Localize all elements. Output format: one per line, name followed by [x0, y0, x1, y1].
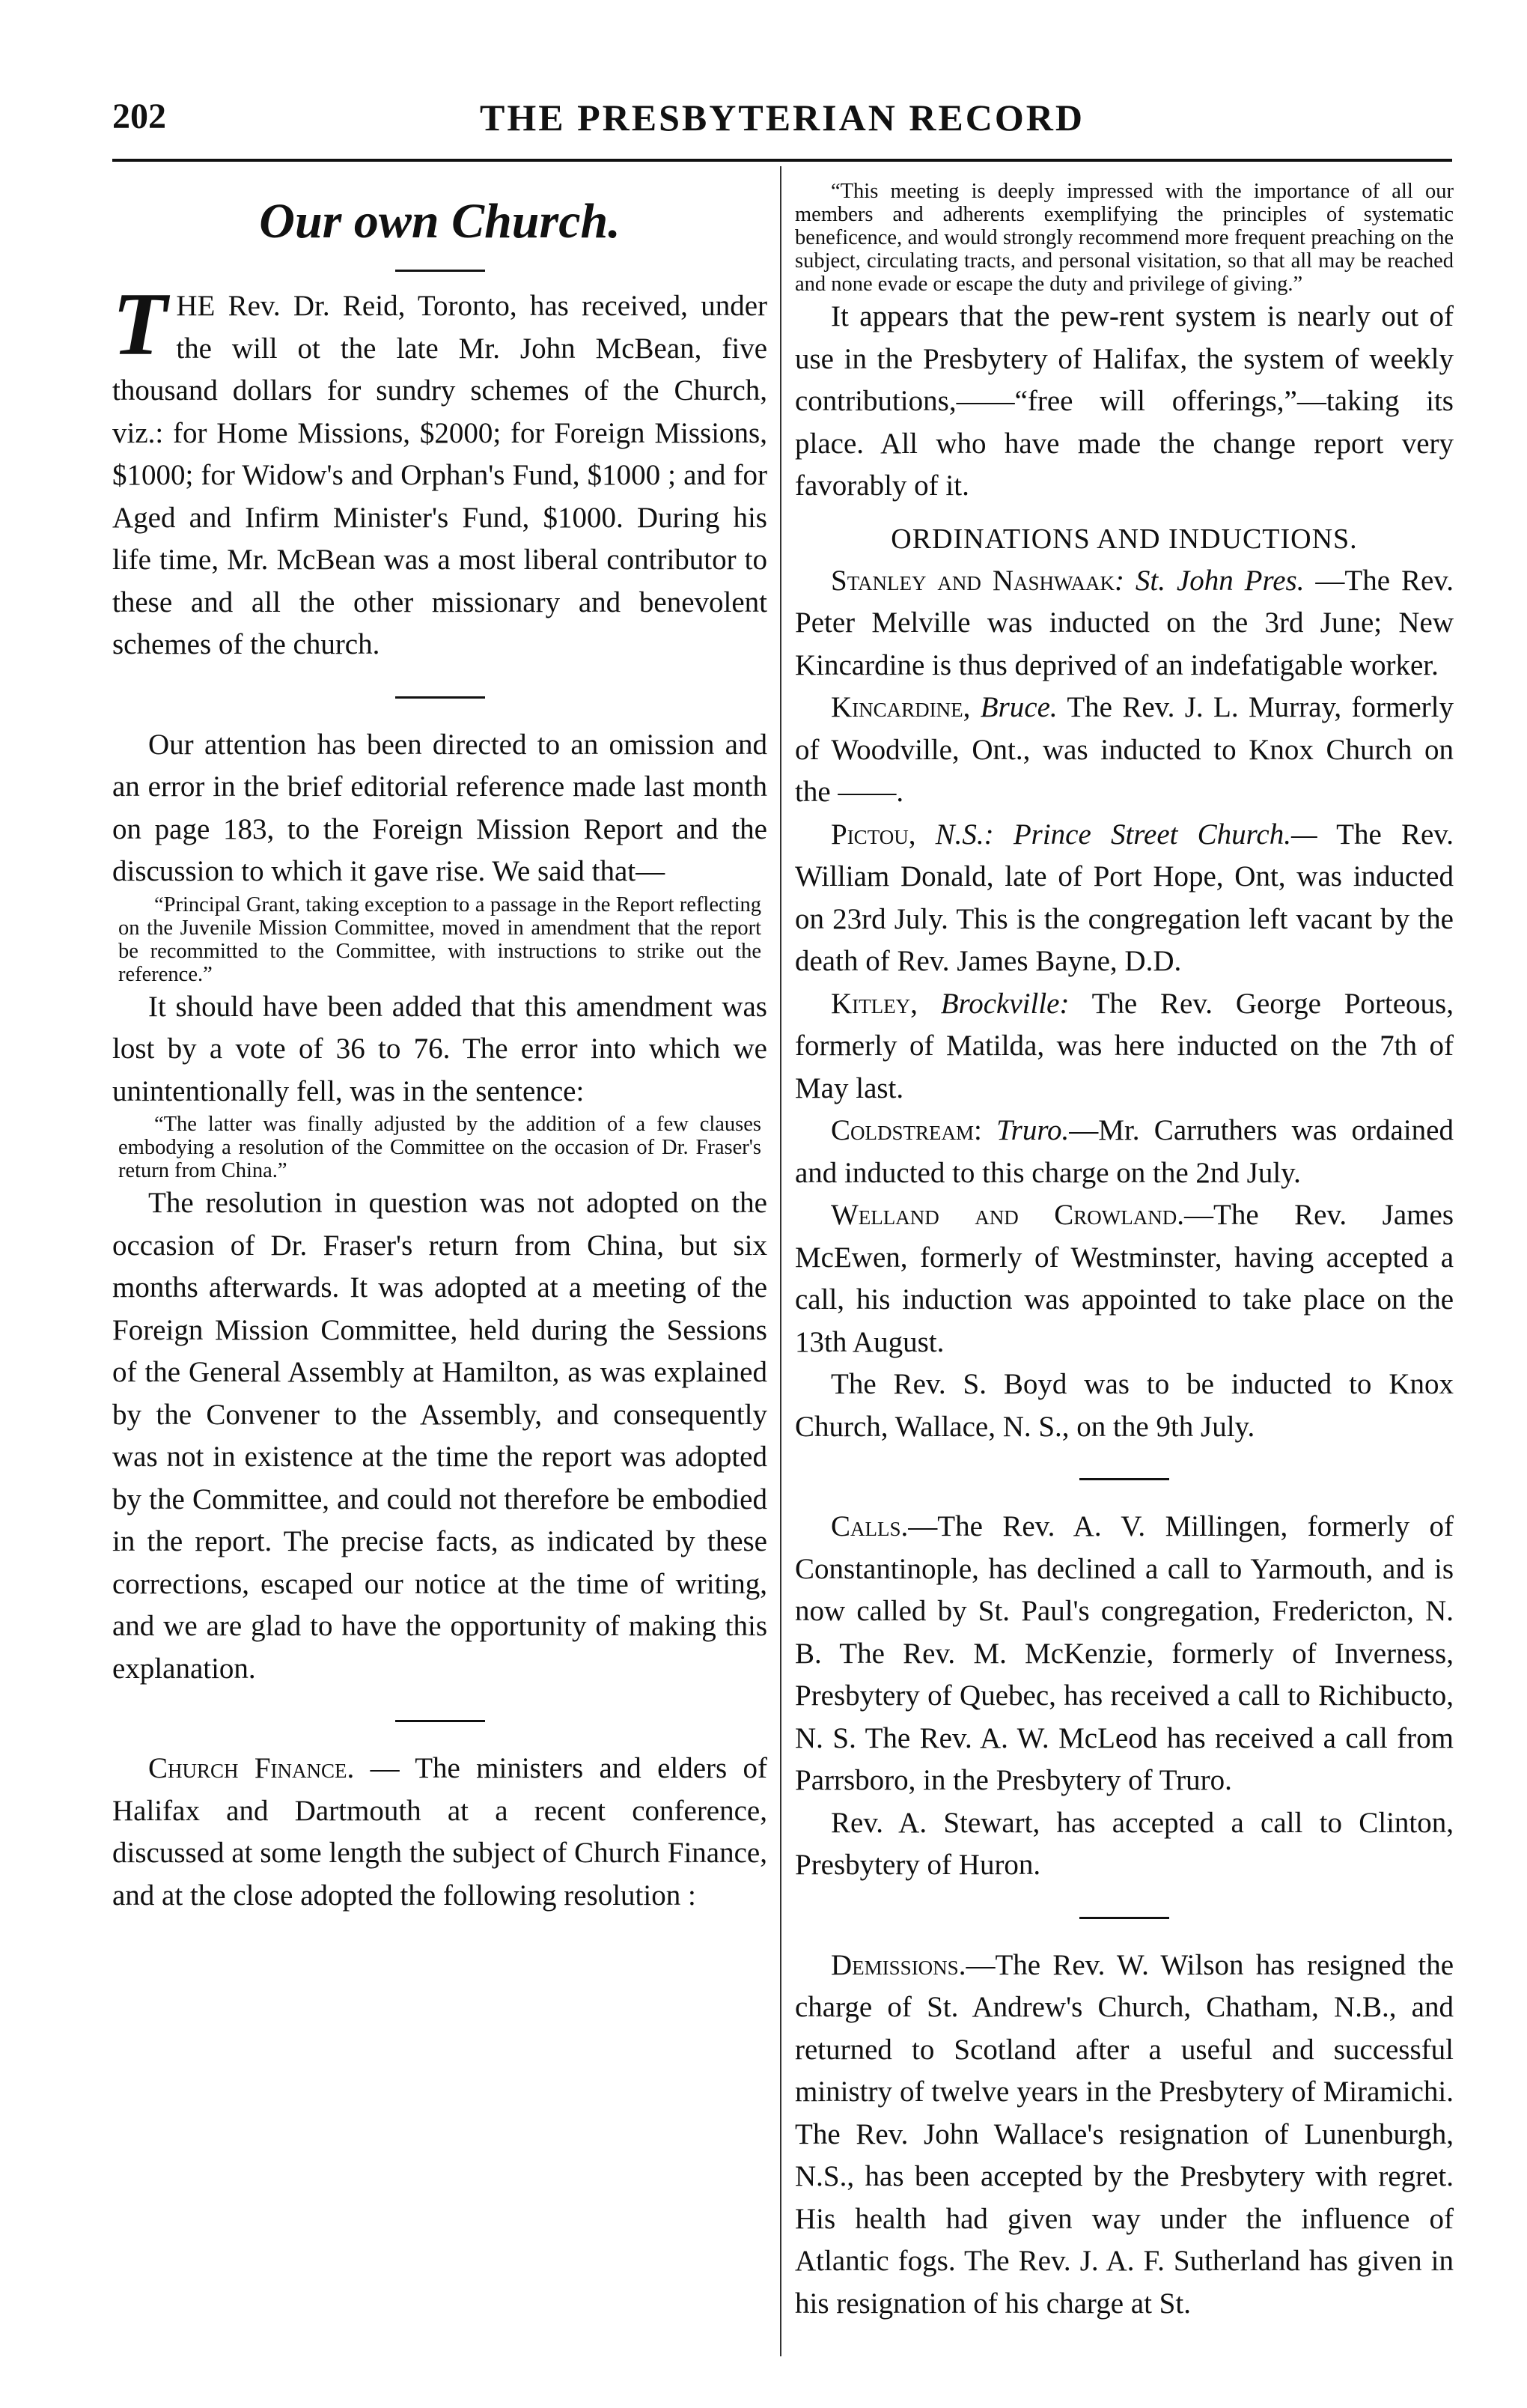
separator-rule: [1079, 1917, 1169, 1919]
ordination-entry: The Rev. S. Boyd was to be inducted to Knox Church, Wallace, N. S., on the 9th July.: [795, 1368, 1454, 1443]
quotation-2: “The latter was finally adjusted by the addition of a few clauses embodying a resolution of the Committee on the occasion of Dr. Fraser's return from China.”: [118, 1113, 761, 1182]
page-number: 202: [112, 97, 166, 136]
drop-cap: T: [112, 274, 168, 374]
bequest-text: HE Rev. Dr. Reid, Toronto, has received, under the will ot the late Mr. John McBean, five thousand dollars for sundry schemes of the Church, viz.: for Home Missions, $2000; for Foreign Missions, $1000; for Widow's and Orphan's Fund, $1000 ; and for Aged and Infirm Minister's Fund, $1000. During his life time, Mr. McBean was a most liberal contributor to these and all the other missionary and benevolent schemes of the church.: [112, 290, 767, 660]
quotation-3: “This meeting is deeply impressed with the importance of all our members and adherents exemplifying the principles of systematic beneficence, and would strongly recommend more frequent preaching on the subject, circulating tracts, and personal visitation, so that all may be reached and none evade or escape the duty and privilege of giving.”: [795, 180, 1454, 296]
separator-rule: [395, 696, 485, 699]
title-rule: [395, 270, 485, 272]
ordination-entry: Coldstream: Truro.—Mr. Carruthers was ordained and inducted to this charge on the 2nd July.: [795, 1114, 1454, 1189]
calls-paragraph: Calls.—The Rev. A. V. Millingen, formerly of Constantinople, has declined a call to Yarmouth, and is now called by St. Paul's congregation, Fredericton, N. B. The Rev. M. McKenzie, formerly of Inverness, Presbytery of Quebec, has received a call to Richibucto, N. S. The Rev. A. W. McLeod has received a call from Parrsboro, in the Presbytery of Truro.: [795, 1510, 1454, 1796]
column-divider: [780, 166, 781, 2356]
page-header: [112, 96, 1452, 141]
resolution-paragraph: The resolution in question was not adopted on the occasion of Dr. Fraser's return from China, but six months afterwards. It was adopted at a meeting of the Foreign Mission Committee, held during the Sessions of the General Assembly at Hamilton, as was explained by the Convener to the Assembly, and consequently was not in existence at the time the report was adopted by the Committee, and could not therefore be embodied in the report. The precise facts, as indicated by these corrections, escaped our notice at the time of writing, and we are glad to have the opportunity of making this explanation.: [112, 1187, 767, 1685]
quotation-1: “Principal Grant, taking exception to a passage in the Report reflecting on the Juvenile Mission Committee, moved in amendment that the report be recommitted to the Committee, with instructions to strike out the reference.”: [118, 893, 761, 986]
bequest-paragraph: [112, 274, 767, 666]
church-finance-paragraph: [112, 1748, 767, 1917]
section-title: Our own Church.: [259, 194, 621, 249]
demissions-paragraph: Demissions.—The Rev. W. Wilson has resigned the charge of St. Andrew's Church, Chatham, N.B., and returned to Scotland after a useful and successful ministry of twelve years in the Presbytery of Miramichi. The Rev. John Wallace's resignation of Lunenburgh, N.S., has been accepted by the Presbytery with regret. His health had given way under the influence of Atlantic fogs. The Rev. J. A. F. Sutherland has given in his resignation of his charge at St.: [795, 1948, 1454, 2320]
calls-paragraph-2: Rev. A. Stewart, has accepted a call to Clinton, Presbytery of Huron.: [795, 1806, 1454, 1881]
running-title: THE PRESBYTERIAN RECORD: [479, 97, 1085, 139]
ordination-entry: Kitley, Brockville: The Rev. George Porteous, formerly of Matilda, was here inducted on the 7th of May last.: [795, 987, 1454, 1104]
ordination-entry: Pictou, N.S.: Prince Street Church.— The Rev. William Donald, late of Port Hope, Ont, was inducted on 23rd July. This is the congregation left vacant by the death of Rev. James Bayne, D.D.: [795, 818, 1454, 977]
ordination-entry: Stanley and Nashwaak: St. John Pres. —The Rev. Peter Melville was inducted on the 3rd June; New Kincardine is thus deprived of an indefatigable worker.: [795, 564, 1454, 681]
correction-paragraph: Our attention has been directed to an omission and an error in the brief editorial reference made last month on page 183, to the Foreign Mission Report and the discussion to which it gave rise. We said that—: [112, 728, 767, 887]
left-column: [112, 180, 767, 1917]
right-column: [795, 180, 1454, 2325]
separator-rule: [1079, 1478, 1169, 1480]
ordination-entry: Kincardine, Bruce. The Rev. J. L. Murray, formerly of Woodville, Ont., was inducted to Knox Church on the ——.: [795, 691, 1454, 808]
header-rule: [112, 159, 1452, 162]
pew-rent-paragraph: It appears that the pew-rent system is nearly out of use in the Presbytery of Halifax, the system of weekly contributions,——“free will offerings,”—taking its place. All who have made the change report very favorably of it.: [795, 300, 1454, 502]
amendment-paragraph: It should have been added that this amendment was lost by a vote of 36 to 76. The error into which we unintentionally fell, was in the sentence:: [112, 990, 767, 1107]
church-finance-lead: Church Finance.: [148, 1752, 355, 1784]
ordination-entry: Welland and Crowland.—The Rev. James McEwen, formerly of Westminster, having accepted a call, his induction was appointed to take place on the 13th August.: [795, 1199, 1454, 1358]
ordinations-heading: ORDINATIONS AND INDUCTIONS.: [891, 523, 1358, 555]
church-finance-text: — The ministers and elders of Halifax and Dartmouth at a recent conference, discussed at some length the subject of Church Finance, and at the close adopted the following resolution :: [112, 1752, 767, 1912]
separator-rule: [395, 1720, 485, 1722]
